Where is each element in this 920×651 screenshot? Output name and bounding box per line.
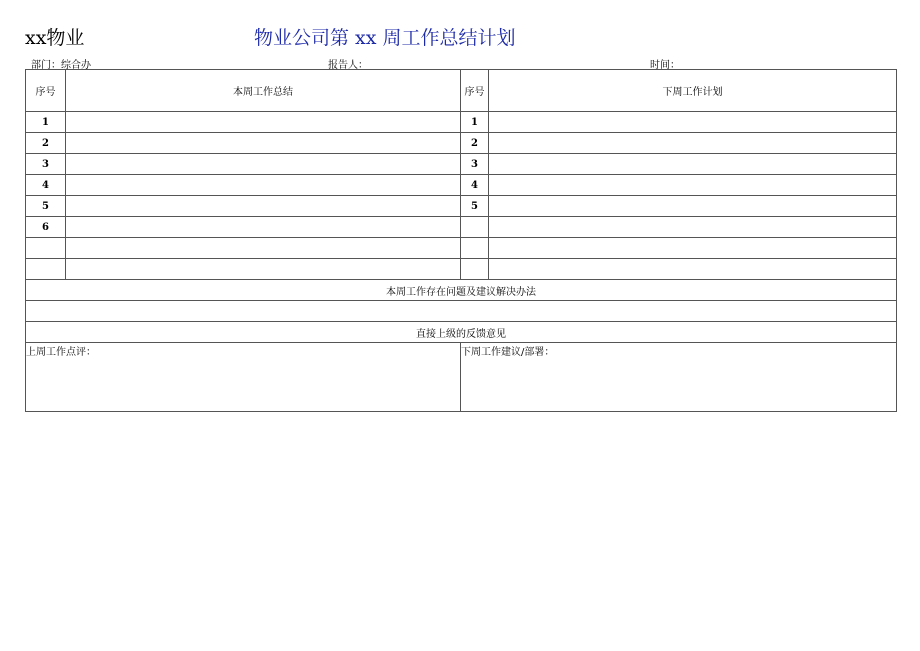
reporter-label: 报告人： [328, 60, 368, 71]
table-header-row [26, 70, 897, 112]
this-week-cell[interactable] [66, 133, 461, 154]
problems-content-cell[interactable] [26, 301, 897, 322]
company-name: xx物业 [25, 27, 85, 49]
problems-section-title: 本周工作存在问题及建议解决办法 [26, 280, 897, 301]
next-week-cell[interactable] [489, 259, 897, 280]
row-number: 4 [461, 175, 489, 196]
problems-section-row [26, 280, 897, 301]
department-label: 部门：综合办 [31, 60, 91, 71]
row-number [26, 238, 66, 259]
this-week-cell[interactable] [66, 112, 461, 133]
row-number: 3 [26, 154, 66, 175]
this-week-cell[interactable] [66, 238, 461, 259]
feedback-section-row [26, 322, 897, 343]
work-summary-table [25, 69, 897, 412]
problems-content-row [26, 301, 897, 322]
next-week-cell[interactable] [489, 175, 897, 196]
row-number: 1 [26, 112, 66, 133]
table-row [26, 196, 897, 217]
next-week-cell[interactable] [489, 217, 897, 238]
header-seq-2: 序号 [461, 70, 489, 112]
table-row [26, 259, 897, 280]
table-row [26, 154, 897, 175]
row-number: 6 [26, 217, 66, 238]
feedback-section-title: 直接上级的反馈意见 [26, 322, 897, 343]
row-number [461, 217, 489, 238]
table-row [26, 133, 897, 154]
row-number [461, 259, 489, 280]
row-number: 1 [461, 112, 489, 133]
header-this-week-summary: 本周工作总结 [66, 70, 461, 112]
this-week-cell[interactable] [66, 196, 461, 217]
table-row [26, 175, 897, 196]
this-week-cell[interactable] [66, 259, 461, 280]
row-number: 5 [461, 196, 489, 217]
table-row [26, 238, 897, 259]
this-week-cell[interactable] [66, 154, 461, 175]
this-week-cell[interactable] [66, 217, 461, 238]
row-number [461, 238, 489, 259]
row-number: 2 [26, 133, 66, 154]
next-week-cell[interactable] [489, 196, 897, 217]
next-week-suggestion-cell[interactable]: 下周工作建议/部署： [461, 343, 897, 412]
next-week-cell[interactable] [489, 238, 897, 259]
table-row [26, 217, 897, 238]
time-label: 时间： [650, 60, 680, 71]
feedback-row [26, 343, 897, 412]
row-number: 2 [461, 133, 489, 154]
row-number: 5 [26, 196, 66, 217]
header-next-week-plan: 下周工作计划 [489, 70, 897, 112]
table-row [26, 112, 897, 133]
header-seq: 序号 [26, 70, 66, 112]
row-number: 4 [26, 175, 66, 196]
next-week-cell[interactable] [489, 133, 897, 154]
last-week-review-cell[interactable]: 上周工作点评： [26, 343, 461, 412]
row-number [26, 259, 66, 280]
row-number: 3 [461, 154, 489, 175]
document-title: 物业公司第 xx 周工作总结计划 [254, 27, 516, 49]
next-week-cell[interactable] [489, 154, 897, 175]
next-week-cell[interactable] [489, 112, 897, 133]
this-week-cell[interactable] [66, 175, 461, 196]
